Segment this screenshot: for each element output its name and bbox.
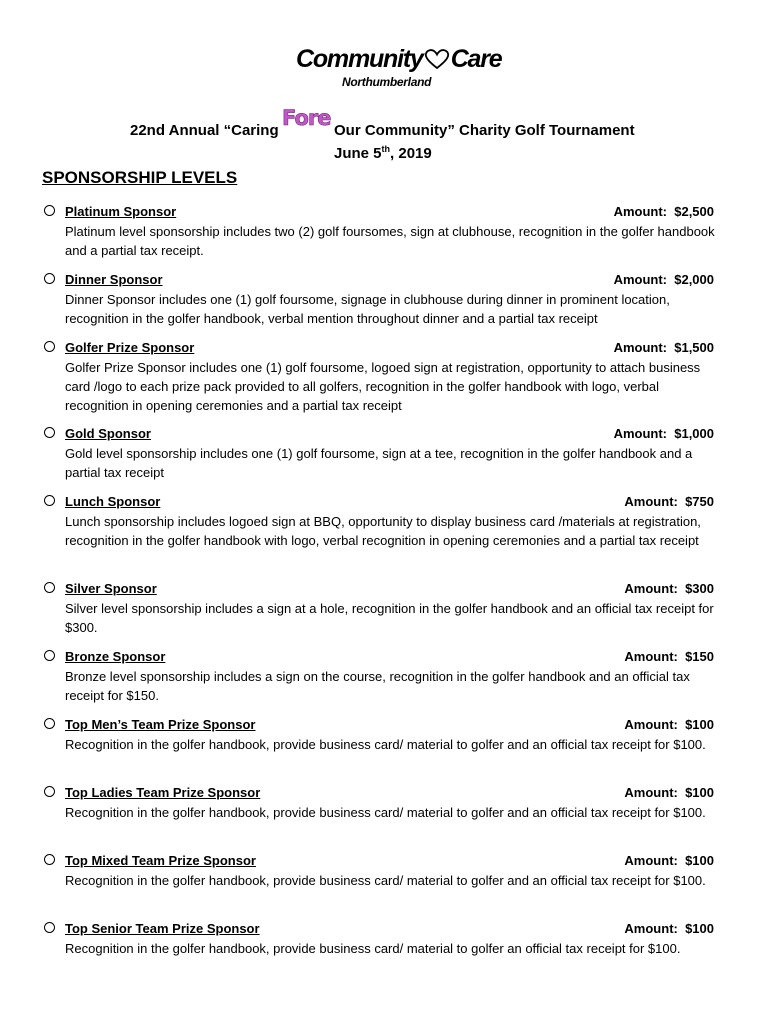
sponsor-checkbox[interactable] — [44, 922, 55, 933]
sponsor-checkbox[interactable] — [44, 854, 55, 865]
sponsor-amount: Amount: $2,500 — [613, 204, 714, 219]
logo-word-community: Community — [296, 45, 423, 73]
logo-word-care: Care — [450, 45, 502, 73]
sponsor-description: Recognition in the golfer handbook, provide business card/ material to golfer and an official tax receipt for $100. — [65, 805, 706, 820]
sponsor-description: Recognition in the golfer handbook, provide business card/ material to golfer an official tax receipt for $100. — [65, 941, 681, 956]
sponsor-description: Recognition in the golfer handbook, provide business card/ material to golfer and an official tax receipt for $100. — [65, 737, 706, 752]
sponsor-name: Dinner Sponsor — [65, 272, 163, 287]
logo-subtitle: Northumberland — [342, 75, 432, 89]
sponsor-name: Gold Sponsor — [65, 426, 151, 441]
community-care-logo — [296, 44, 502, 94]
sponsor-checkbox[interactable] — [44, 718, 55, 729]
sponsor-checkbox[interactable] — [44, 427, 55, 438]
sponsor-amount: Amount: $150 — [624, 649, 714, 664]
sponsor-description: Dinner Sponsor includes one (1) golf foursome, signage in clubhouse during dinner in prominent location, recognition in the golfer handbook, verbal mention throughout dinner and a partial tax receipt — [65, 292, 670, 326]
sponsor-description: Platinum level sponsorship includes two (2) golf foursomes, sign at clubhouse, recognition in the golfer handbook and a partial tax receipt. — [65, 224, 715, 258]
sponsor-name: Top Ladies Team Prize Sponsor — [65, 785, 261, 800]
date-prefix: June 5 — [334, 145, 382, 162]
sponsor-name: Top Senior Team Prize Sponsor — [65, 921, 260, 936]
event-title-part2: Our Community” Charity Golf Tournament — [334, 122, 635, 139]
fore-wordart: Fore — [282, 106, 331, 130]
sponsor-description: Lunch sponsorship includes logoed sign at BBQ, opportunity to display business card /materials at registration, recognition in the golfer handbook with logo, verbal recognition in opening ceremonies and a partial tax receipt — [65, 514, 701, 548]
sponsor-name: Top Mixed Team Prize Sponsor — [65, 853, 256, 868]
sponsor-checkbox[interactable] — [44, 205, 55, 216]
sponsor-name: Golfer Prize Sponsor — [65, 340, 195, 355]
sponsor-name: Silver Sponsor — [65, 581, 157, 596]
sponsor-amount: Amount: $1,500 — [613, 340, 714, 355]
sponsor-description: Recognition in the golfer handbook, provide business card/ material to golfer and an official tax receipt for $100. — [65, 873, 706, 888]
sponsor-description: Silver level sponsorship includes a sign at a hole, recognition in the golfer handbook and an official tax receipt for $300. — [65, 601, 714, 635]
sponsor-description: Golfer Prize Sponsor includes one (1) golf foursome, logoed sign at registration, opportunity to attach business card /logo to each prize pack provided to all golfers, recognition in the golfer handbook with logo, verbal recognition in opening ceremonies and a partial tax receipt — [65, 360, 701, 413]
date-suffix: , 2019 — [390, 145, 432, 162]
event-date — [334, 144, 432, 162]
sponsor-amount: Amount: $300 — [624, 581, 714, 596]
sponsor-name: Top Men’s Team Prize Sponsor — [65, 717, 256, 732]
sponsor-description: Bronze level sponsorship includes a sign on the course, recognition in the golfer handbook and an official tax receipt for $150. — [65, 669, 690, 703]
sponsor-checkbox[interactable] — [44, 495, 55, 506]
date-superscript: th — [381, 144, 391, 154]
sponsor-checkbox[interactable] — [44, 341, 55, 352]
sponsor-amount: Amount: $100 — [624, 853, 714, 868]
event-title-part1: 22nd Annual “Caring — [130, 122, 279, 139]
sponsor-name: Platinum Sponsor — [65, 204, 177, 219]
sponsor-description: Gold level sponsorship includes one (1) golf foursome, sign at a tee, recognition in the golfer handbook and a partial tax receipt — [65, 446, 693, 480]
heart-icon — [424, 48, 450, 70]
sponsor-amount: Amount: $100 — [624, 921, 714, 936]
sponsor-checkbox[interactable] — [44, 273, 55, 284]
sponsor-checkbox[interactable] — [44, 582, 55, 593]
logo-wordmark — [296, 44, 502, 74]
sponsor-amount: Amount: $1,000 — [613, 426, 714, 441]
sponsor-amount: Amount: $2,000 — [613, 272, 714, 287]
section-title: SPONSORSHIP LEVELS — [42, 168, 238, 187]
sponsor-amount: Amount: $100 — [624, 785, 714, 800]
sponsor-name: Bronze Sponsor — [65, 649, 166, 664]
sponsor-amount: Amount: $750 — [624, 494, 714, 509]
sponsor-checkbox[interactable] — [44, 650, 55, 661]
sponsor-amount: Amount: $100 — [624, 717, 714, 732]
sponsor-checkbox[interactable] — [44, 786, 55, 797]
sponsor-name: Lunch Sponsor — [65, 494, 161, 509]
